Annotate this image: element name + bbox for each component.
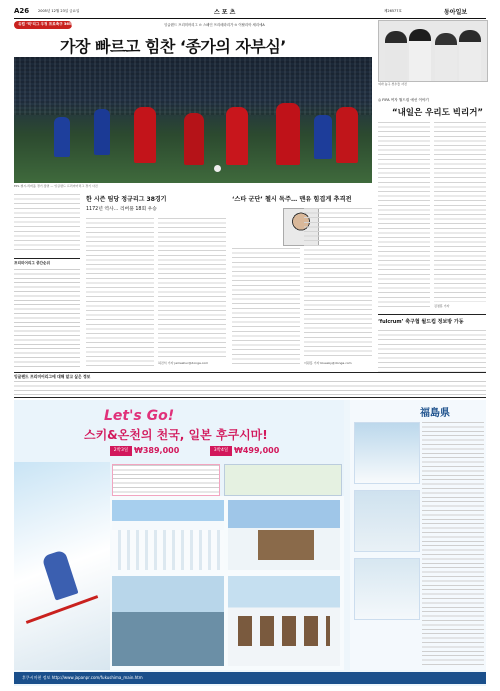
masthead — [14, 6, 486, 19]
section-name: 스포츠 — [214, 9, 238, 16]
player-red — [184, 113, 204, 165]
player-blue — [54, 117, 70, 157]
article-col-1 — [86, 218, 154, 366]
lets-go-text: Let's Go! — [104, 408, 175, 424]
main-photo-caption: EPL 첼시-리버풀 경기 장면 — 잉글랜드 프리미어리그 경기 사진 — [14, 184, 98, 188]
page-number: A26 — [14, 7, 30, 15]
article-col-2 — [158, 218, 226, 358]
banner-left: 유럽 ‘빅’리그 우정 프로축구 36라운드 — [18, 22, 80, 26]
standings-table — [14, 258, 80, 369]
price-1: ₩389,000 — [134, 446, 180, 455]
bottom-strip-title: 잉글랜드 프리미어리그에 대해 알고 싶은 정보 — [14, 374, 91, 379]
ad-right-photo — [354, 490, 420, 552]
person — [385, 31, 407, 81]
standings-rows — [14, 269, 80, 367]
person — [435, 33, 457, 81]
right-mid-text — [378, 330, 486, 372]
right-col-2 — [434, 122, 486, 302]
standings-title: 프리미어리그 중간순위 — [14, 261, 50, 265]
village-photo — [228, 576, 340, 666]
skier-photo — [14, 462, 110, 670]
side-author: 이원홍 기자 bluesky@donga.com — [304, 361, 352, 365]
right-col-1 — [378, 122, 430, 310]
player-red — [276, 103, 300, 165]
skier — [41, 549, 78, 600]
advertisement — [14, 400, 486, 686]
person — [409, 29, 431, 81]
divider — [378, 314, 486, 315]
side-col-2 — [304, 208, 372, 358]
player-blue — [314, 115, 332, 159]
ad-right-photo — [354, 558, 420, 620]
sub-headline-1: 한 시즌 팀당 정규리그 38경기 — [86, 196, 167, 203]
main-author: 허진석 기자 jameshur@donga.com — [158, 361, 209, 365]
ad-right-photo — [354, 422, 420, 484]
right-headline: “내일은 우리도 빅리거” — [392, 108, 483, 118]
ski — [26, 595, 98, 624]
ad-right-title: 福島県 — [420, 408, 450, 419]
ad-footer-text: 후쿠시마현 정보 http://www.japanpr.com/fukushima_main.htm — [22, 675, 143, 680]
player-red — [226, 107, 248, 165]
sub-headline-block — [86, 194, 226, 214]
main-headline: 가장 빠르고 힘찬 ‘종가의 자부심’ — [60, 37, 286, 56]
ad-footer — [14, 672, 486, 684]
side-col-1 — [232, 248, 300, 366]
bottom-strip-text — [14, 381, 486, 395]
main-photo — [14, 57, 372, 183]
player-red — [336, 107, 358, 163]
village-houses — [238, 616, 330, 646]
right-kicker: ◎ FIFA 여자 월드컵 예선 이야기 — [378, 98, 429, 102]
ad-map — [224, 464, 342, 496]
snow-trees — [112, 530, 224, 570]
person — [459, 30, 481, 81]
onsen-photo — [112, 576, 224, 666]
ball — [214, 165, 221, 172]
player-red — [134, 107, 156, 163]
right-photo-caption: 여자 농구 선수들 사진 — [378, 82, 407, 86]
player-blue — [94, 109, 110, 155]
days-badge-1: 2박3일 — [110, 446, 132, 456]
bottom-strip — [14, 372, 486, 398]
ad-right-panel — [350, 400, 486, 670]
right-author: 김정훈 기자 — [434, 304, 450, 308]
ad-info-box — [112, 464, 220, 496]
ad-main-panel — [14, 400, 344, 670]
intro-text — [14, 194, 80, 254]
ad-phone-list — [422, 422, 484, 668]
masthead-date: 2005년 12월 23일 금요일 — [38, 9, 80, 13]
lodge-photo — [228, 500, 340, 570]
side-headline: ‘스타 군단’ 첼시 독주… 맨유 힘겹게 추격전 — [232, 196, 352, 203]
price-2: ₩499,000 — [234, 446, 280, 455]
right-mid-headline: ‘fulcrum’ 축구협 월드컵 정보방 가동 — [378, 319, 464, 325]
banner-mid: 잉글랜드 프리미어리그 ⊙ 스페인 프리메라리가 ⊙ 이탈리아 세리에A — [164, 23, 265, 27]
sub-headline-2: 1172년 역사… 리버풀 18회 우승 — [86, 207, 157, 212]
days-badge-2: 3박4일 — [210, 446, 232, 456]
paper-name: 동아일보 — [444, 9, 468, 16]
lodge — [258, 530, 314, 560]
ad-headline: 스키&온천의 천국, 일본 후쿠시마! — [84, 428, 268, 442]
landscape-photo — [112, 500, 224, 570]
crowd — [14, 57, 372, 115]
issue-number: 제26577호 — [384, 9, 402, 13]
top-banner — [14, 20, 372, 30]
right-photo — [378, 20, 488, 82]
